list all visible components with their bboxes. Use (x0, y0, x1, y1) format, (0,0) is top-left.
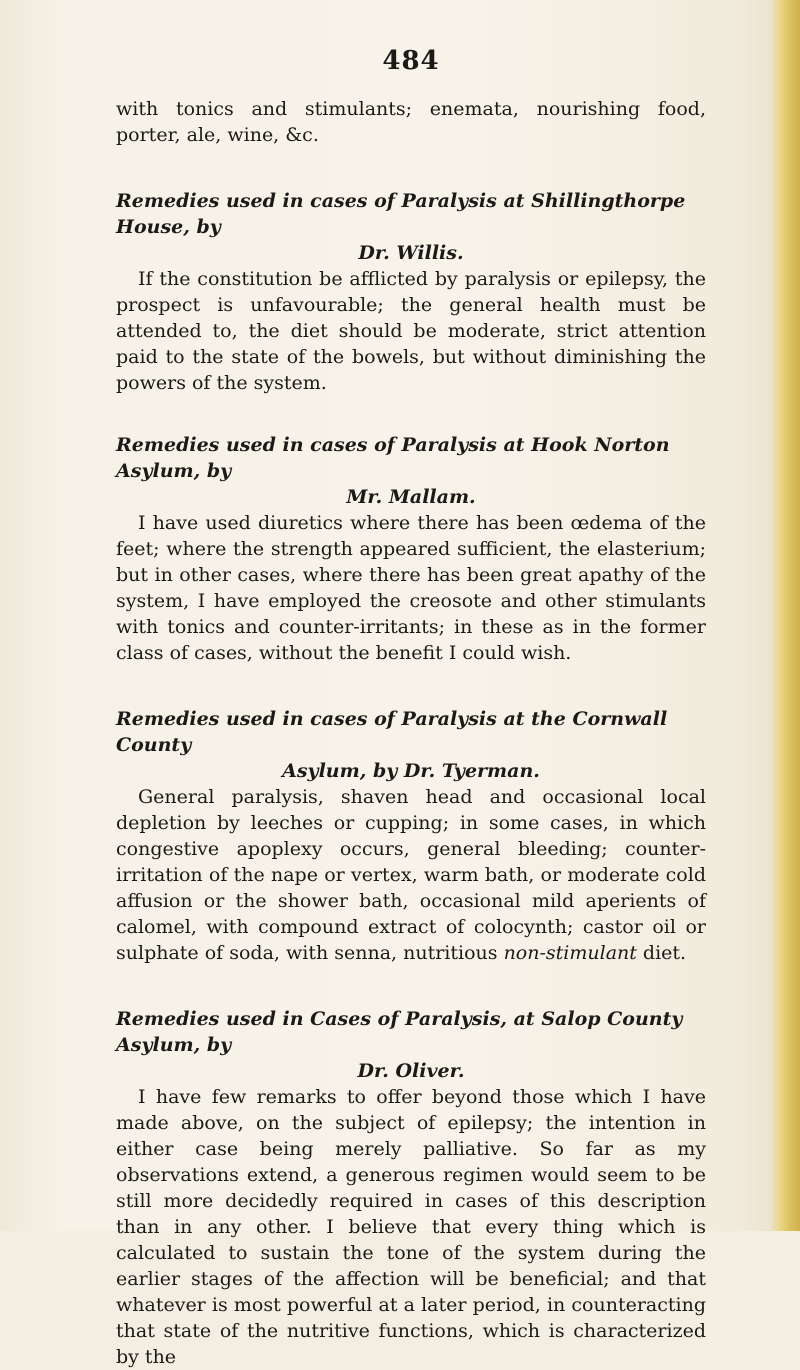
section-heading-author: Asylum, by Dr. Tyerman. (282, 760, 540, 782)
section-body: I have used diuretics where there has been œdema of the feet; where the strength appeared sufficient, the elasterium; but in other cases, where there has been great apathy of the system, I have employed the creosote and other stimulants with tonics and counter-irritants; in these as in the former class of cases, without the benefit I could wish. (116, 512, 706, 664)
section-heading-line: Remedies used in cases of Paralysis at the Cornwall County (116, 708, 668, 756)
section-body: I have few remarks to offer beyond those which I have made above, on the subject of epilepsy; the intention in either case being merely palliative. So far as my observations extend, a generous regimen would seem to be still more decidedly required in cases of this description than in any other. I believe that every thing which is calculated to sustain the tone of the system during the earlier stages of the affection will be beneficial; and that whatever is most powerful at a later period, in counteracting that state of the nutritive functions, which is characterized by the (116, 1086, 706, 1368)
body-text-end: diet. (636, 942, 687, 964)
text-column (116, 48, 706, 1370)
section-heading-author: Dr. Willis. (358, 242, 464, 264)
italic-term: non-stimulant (503, 942, 637, 964)
page-number: 484 (382, 46, 440, 76)
section-hook-norton (116, 432, 706, 666)
section-body: If the constitution be afflicted by paralysis or epilepsy, the prospect is unfavourable; the general health must be attended to, the diet should be moderate, strict attention paid to the state of the bowels, but without diminishing the powers of the system. (116, 268, 706, 394)
section-shillingthorpe (116, 188, 706, 396)
section-heading-line: Remedies used in cases of Paralysis at Shillingthorpe House, by (116, 190, 686, 238)
section-heading-author: Mr. Mallam. (346, 486, 476, 508)
opening-paragraph: with tonics and stimulants; enemata, nourishing food, porter, ale, wine, &c. (116, 98, 706, 146)
section-salop (116, 1006, 706, 1370)
body-text: General paralysis, shaven head and occasional local depletion by leeches or cupping; in some cases, in which congestive apoplexy occurs, general bleeding; counter-irritation of the nape or vertex, warm bath, or moderate cold affusion or the shower bath, occasional mild aperients of calomel, with compound extract of colocynth; castor oil or sulphate of soda, with senna, nutritious (116, 786, 706, 964)
section-heading-line: Remedies used in Cases of Paralysis, at Salop County Asylum, by (116, 1008, 683, 1056)
section-heading-line: Remedies used in cases of Paralysis at Hook Norton Asylum, by (116, 434, 670, 482)
section-cornwall (116, 706, 706, 966)
page-edge (770, 0, 800, 1231)
section-heading-author: Dr. Oliver. (357, 1060, 465, 1082)
section-body (116, 784, 706, 966)
